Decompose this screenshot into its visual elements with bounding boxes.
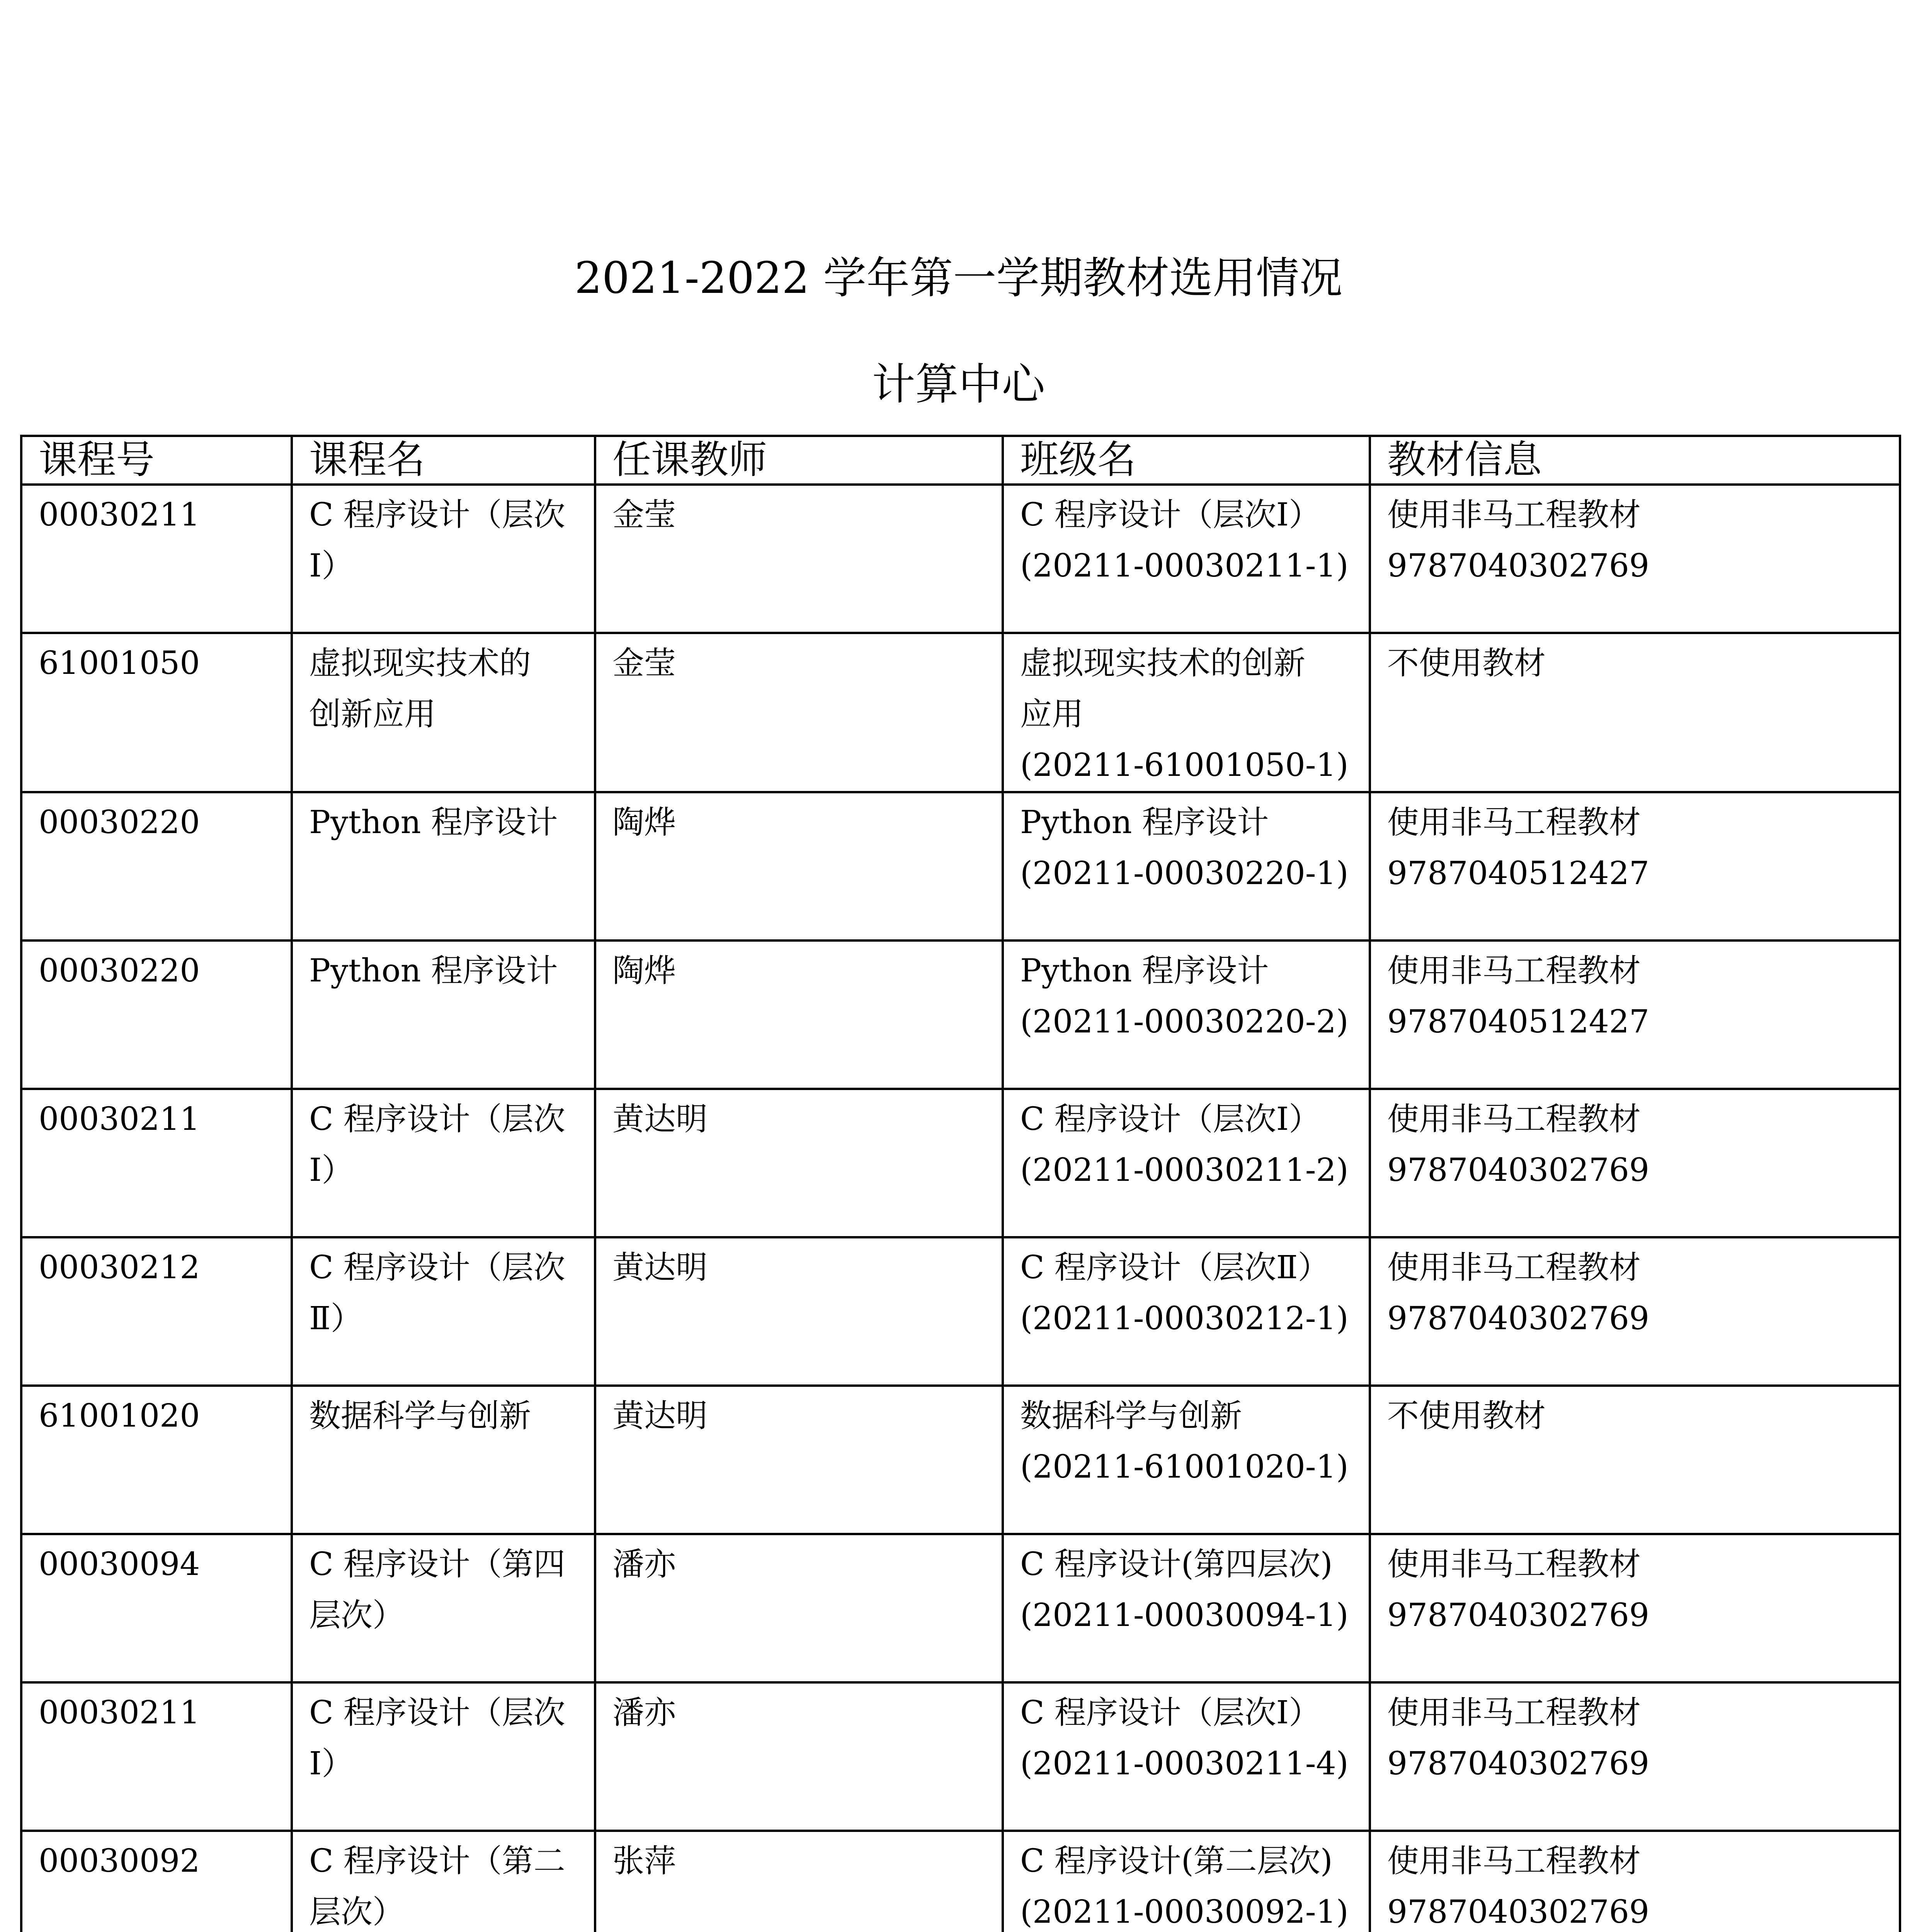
table-row bbox=[21, 940, 1900, 1089]
class-name-cell bbox=[1003, 792, 1370, 940]
course-name-cell bbox=[292, 1089, 595, 1237]
class-name-cell-line: (20211-00030220-2) bbox=[1020, 1003, 1349, 1040]
textbook-info-cell-line: 使用非马工程教材 bbox=[1387, 1249, 1641, 1286]
class-name-cell bbox=[1003, 940, 1370, 1089]
textbook-info-cell-line: 使用非马工程教材 bbox=[1387, 1101, 1641, 1138]
textbook-info-cell-line: 9787040302769 bbox=[1387, 1894, 1650, 1930]
textbook-info-cell bbox=[1370, 633, 1900, 792]
class-name-cell-line: Python 程序设计 bbox=[1020, 804, 1269, 841]
page-title: 2021-2022 学年第一学期教材选用情况 bbox=[574, 253, 1343, 303]
course-name-cell-line: 层次） bbox=[309, 1597, 405, 1634]
course-name-cell bbox=[292, 1831, 595, 1932]
class-name-cell-line: (20211-00030094-1) bbox=[1020, 1597, 1349, 1634]
course-name-cell-line: C 程序设计（第四 bbox=[309, 1546, 565, 1583]
textbook-info-cell-line: 使用非马工程教材 bbox=[1387, 952, 1641, 989]
class-name-cell bbox=[1003, 1831, 1370, 1932]
table-header-row bbox=[21, 436, 1900, 485]
course-code-cell: 00030212 bbox=[21, 1237, 292, 1386]
class-name-cell bbox=[1003, 1089, 1370, 1237]
class-name-cell-line: Python 程序设计 bbox=[1020, 952, 1269, 989]
textbook-info-cell-line: 使用非马工程教材 bbox=[1387, 1546, 1641, 1583]
course-name-cell bbox=[292, 1237, 595, 1386]
textbook-info-cell-line: 9787040302769 bbox=[1387, 548, 1650, 584]
course-name-cell bbox=[292, 633, 595, 792]
textbook-info-cell-line: 9787040302769 bbox=[1387, 1152, 1650, 1189]
class-name-cell-line: 虚拟现实技术的创新 bbox=[1020, 645, 1306, 682]
course-name-cell-line: 虚拟现实技术的 bbox=[309, 645, 531, 682]
teacher-cell: 陶烨 bbox=[595, 940, 1003, 1089]
class-name-cell-line: (20211-00030092-1) bbox=[1020, 1894, 1349, 1930]
course-name-cell-line: Ⅱ） bbox=[309, 1300, 362, 1337]
course-code-cell: 61001050 bbox=[21, 633, 292, 792]
course-name-cell-line: Python 程序设计 bbox=[309, 952, 558, 989]
course-name-cell-line: 创新应用 bbox=[309, 696, 436, 733]
course-name-cell bbox=[292, 940, 595, 1089]
table-row bbox=[21, 1682, 1900, 1831]
textbook-info-cell bbox=[1370, 1534, 1900, 1682]
table-row bbox=[21, 1831, 1900, 1932]
textbook-info-cell bbox=[1370, 792, 1900, 940]
class-name-cell-line: (20211-00030211-4) bbox=[1020, 1745, 1349, 1782]
teacher-cell: 黄达明 bbox=[595, 1089, 1003, 1237]
textbook-info-cell-line: 9787040302769 bbox=[1387, 1300, 1650, 1337]
textbook-info-cell-line: 使用非马工程教材 bbox=[1387, 804, 1641, 841]
class-name-cell-line: C 程序设计（层次Ⅰ） bbox=[1020, 497, 1321, 533]
textbook-info-cell bbox=[1370, 940, 1900, 1089]
class-name-cell-line: C 程序设计（层次Ⅰ） bbox=[1020, 1101, 1321, 1138]
course-name-cell-line: C 程序设计（层次 bbox=[309, 1694, 565, 1731]
textbook-info-cell-line: 9787040302769 bbox=[1387, 1597, 1650, 1634]
course-name-cell-line: Ⅰ） bbox=[309, 548, 354, 584]
teacher-cell: 金莹 bbox=[595, 485, 1003, 633]
course-name-cell-line: C 程序设计（第二 bbox=[309, 1843, 565, 1879]
course-name-cell bbox=[292, 1682, 595, 1831]
textbook-info-cell-line: 9787040302769 bbox=[1387, 1745, 1650, 1782]
class-name-cell-line: (20211-00030211-2) bbox=[1020, 1152, 1349, 1189]
course-code-cell: 00030220 bbox=[21, 792, 292, 940]
header-course-code: 课程号 bbox=[21, 436, 292, 485]
textbook-info-cell bbox=[1370, 1386, 1900, 1534]
textbook-info-cell bbox=[1370, 1831, 1900, 1932]
textbook-info-cell bbox=[1370, 485, 1900, 633]
header-teacher: 任课教师 bbox=[595, 436, 1003, 485]
textbook-info-cell-line: 不使用教材 bbox=[1387, 1398, 1546, 1434]
header-class-name: 班级名 bbox=[1003, 436, 1370, 485]
table-row bbox=[21, 1534, 1900, 1682]
course-name-cell bbox=[292, 1534, 595, 1682]
table-row bbox=[21, 1237, 1900, 1386]
class-name-cell bbox=[1003, 1682, 1370, 1831]
table-row bbox=[21, 1089, 1900, 1237]
class-name-cell-line: (20211-00030220-1) bbox=[1020, 855, 1349, 892]
class-name-cell-line: C 程序设计（层次Ⅰ） bbox=[1020, 1694, 1321, 1731]
course-name-cell bbox=[292, 1386, 595, 1534]
course-name-cell-line: 层次） bbox=[309, 1894, 405, 1930]
course-name-cell-line: C 程序设计（层次 bbox=[309, 1101, 565, 1138]
textbook-info-cell-line: 9787040512427 bbox=[1387, 855, 1650, 892]
course-code-cell: 00030211 bbox=[21, 485, 292, 633]
textbook-info-cell-line: 使用非马工程教材 bbox=[1387, 1843, 1641, 1879]
course-name-cell-line: C 程序设计（层次 bbox=[309, 497, 565, 533]
table-row bbox=[21, 633, 1900, 792]
textbook-info-cell bbox=[1370, 1089, 1900, 1237]
table-row bbox=[21, 1386, 1900, 1534]
textbook-info-cell-line: 不使用教材 bbox=[1387, 645, 1546, 682]
course-code-cell: 00030092 bbox=[21, 1831, 292, 1932]
class-name-cell bbox=[1003, 485, 1370, 633]
class-name-cell-line: (20211-00030212-1) bbox=[1020, 1300, 1349, 1337]
class-name-cell bbox=[1003, 1386, 1370, 1534]
course-code-cell: 61001020 bbox=[21, 1386, 292, 1534]
course-table bbox=[20, 435, 1901, 1932]
course-code-cell: 00030220 bbox=[21, 940, 292, 1089]
teacher-cell: 陶烨 bbox=[595, 792, 1003, 940]
class-name-cell bbox=[1003, 1534, 1370, 1682]
teacher-cell: 潘亦 bbox=[595, 1682, 1003, 1831]
class-name-cell bbox=[1003, 633, 1370, 792]
teacher-cell: 黄达明 bbox=[595, 1237, 1003, 1386]
class-name-cell-line: 应用 bbox=[1020, 696, 1084, 733]
class-name-cell bbox=[1003, 1237, 1370, 1386]
textbook-info-cell-line: 使用非马工程教材 bbox=[1387, 1694, 1641, 1731]
course-code-cell: 00030094 bbox=[21, 1534, 292, 1682]
textbook-info-cell bbox=[1370, 1237, 1900, 1386]
course-name-cell-line: 数据科学与创新 bbox=[309, 1398, 531, 1434]
table-row bbox=[21, 485, 1900, 633]
class-name-cell-line: (20211-61001050-1) bbox=[1020, 747, 1349, 784]
table-row bbox=[21, 792, 1900, 940]
course-code-cell: 00030211 bbox=[21, 1089, 292, 1237]
header-course-name: 课程名 bbox=[292, 436, 595, 485]
page-subtitle: 计算中心 bbox=[872, 359, 1045, 410]
textbook-info-cell-line: 9787040512427 bbox=[1387, 1003, 1650, 1040]
teacher-cell: 张萍 bbox=[595, 1831, 1003, 1932]
class-name-cell-line: (20211-00030211-1) bbox=[1020, 548, 1349, 584]
course-name-cell-line: Python 程序设计 bbox=[309, 804, 558, 841]
class-name-cell-line: C 程序设计（层次Ⅱ） bbox=[1020, 1249, 1330, 1286]
class-name-cell-line: C 程序设计(第四层次) bbox=[1020, 1546, 1333, 1583]
class-name-cell-line: 数据科学与创新 bbox=[1020, 1398, 1242, 1434]
course-code-cell: 00030211 bbox=[21, 1682, 292, 1831]
course-name-cell-line: Ⅰ） bbox=[309, 1152, 354, 1189]
class-name-cell-line: (20211-61001020-1) bbox=[1020, 1449, 1349, 1485]
course-name-cell-line: C 程序设计（层次 bbox=[309, 1249, 565, 1286]
textbook-info-cell bbox=[1370, 1682, 1900, 1831]
teacher-cell: 黄达明 bbox=[595, 1386, 1003, 1534]
textbook-info-cell-line: 使用非马工程教材 bbox=[1387, 497, 1641, 533]
table-body bbox=[21, 485, 1900, 1932]
course-name-cell-line: Ⅰ） bbox=[309, 1745, 354, 1782]
course-name-cell bbox=[292, 792, 595, 940]
header-textbook-info: 教材信息 bbox=[1370, 436, 1900, 485]
class-name-cell-line: C 程序设计(第二层次) bbox=[1020, 1843, 1333, 1879]
teacher-cell: 潘亦 bbox=[595, 1534, 1003, 1682]
course-name-cell bbox=[292, 485, 595, 633]
teacher-cell: 金莹 bbox=[595, 633, 1003, 792]
